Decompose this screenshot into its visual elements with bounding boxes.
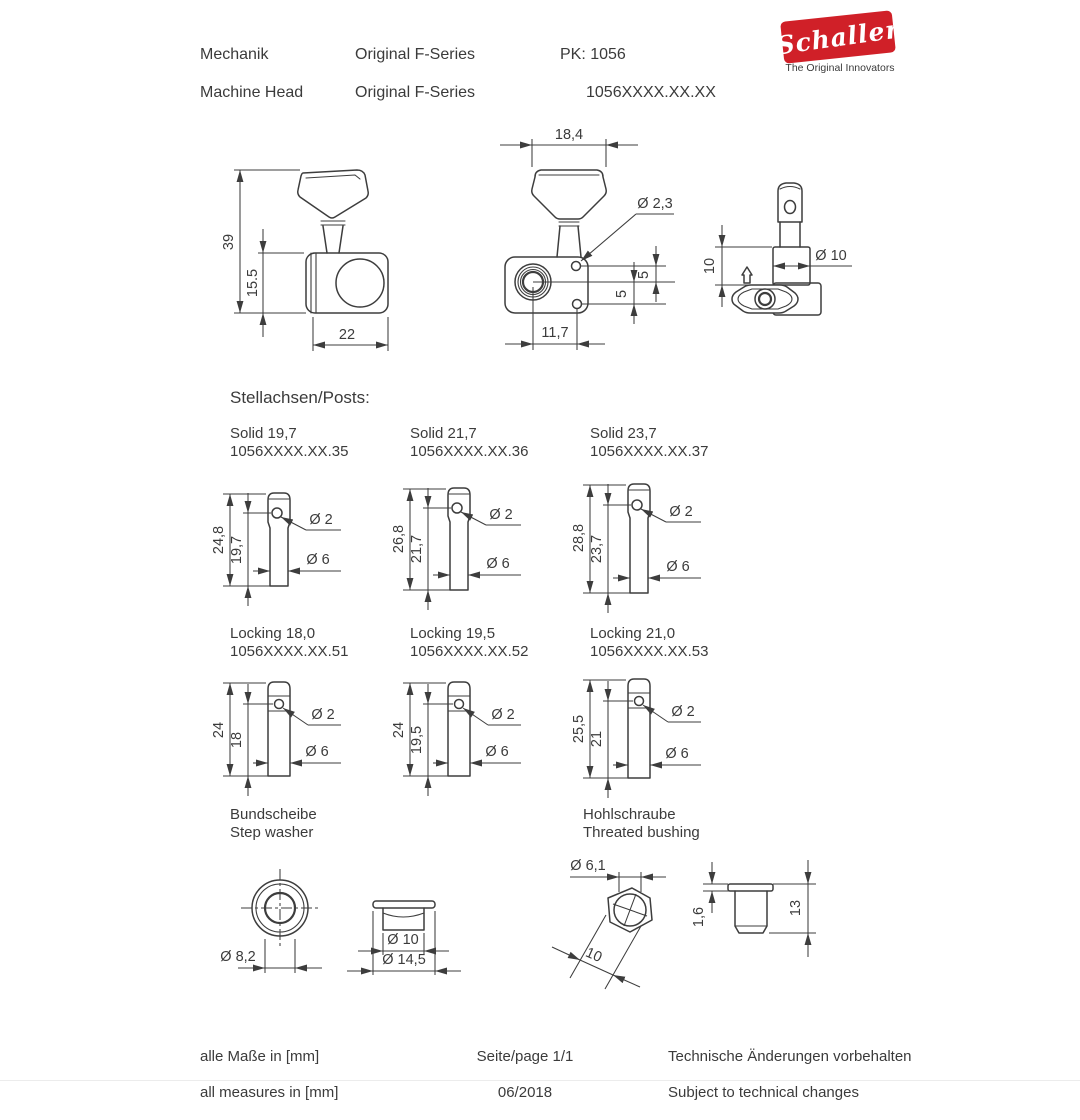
dim-label: 21,7 (409, 534, 425, 564)
logo-brand-text: Schaller (774, 14, 902, 60)
dim-label: 21 (589, 730, 605, 748)
post-drawing-solid-3 (573, 478, 748, 623)
dim-label: 15.5 (245, 268, 261, 298)
dim-label: 24,8 (211, 525, 227, 555)
top-view-drawing (700, 165, 890, 340)
pk-number: PK: 1056 (560, 46, 626, 63)
dim-label: 39 (221, 233, 237, 251)
dim-label: 19,5 (409, 725, 425, 755)
washer-title (230, 806, 317, 842)
dim-label: 18,4 (554, 127, 584, 143)
dim-label: Ø 8,2 (220, 949, 256, 965)
button-front-outline (532, 170, 607, 219)
post-label-2 (590, 425, 708, 461)
footer-units (200, 1030, 338, 1120)
footer-notice-en: Subject to technical changes (668, 1084, 859, 1101)
post-code: 1056XXXX.XX.37 (590, 443, 709, 460)
bushing-title-de: Hohlschraube (583, 806, 676, 823)
posts-heading: Stellachsen/Posts: (230, 388, 370, 407)
post-code: 1056XXXX.XX.52 (410, 643, 529, 660)
dim-label: Ø 6 (485, 744, 509, 760)
dim-label: 24 (211, 721, 227, 739)
washer-title-de: Bundscheibe (230, 806, 317, 823)
washer-drawing (205, 853, 470, 993)
dim-label: Ø 6 (665, 746, 689, 762)
gear-housing-circle (336, 259, 384, 307)
post-drawing-locking-1 (213, 668, 388, 818)
header-part-number (560, 26, 716, 121)
series-line1: Original F-Series (355, 46, 476, 63)
dim-label: Ø 6 (486, 556, 510, 572)
dim-label: Ø 2 (491, 707, 515, 723)
dim-label: 1,6 (691, 906, 707, 928)
dim-label: Ø 2,3 (637, 196, 673, 212)
footer-notice (668, 1030, 912, 1120)
dim-label: 10 (583, 944, 605, 966)
footer-units-en: all measures in [mm] (200, 1084, 339, 1101)
dim-label: 5 (636, 270, 652, 280)
pk-pattern: 1056XXXX.XX.XX (586, 84, 716, 101)
post-name: Locking 18,0 (230, 625, 316, 642)
dim-label: Ø 2 (669, 504, 693, 520)
post-code: 1056XXXX.XX.51 (230, 643, 349, 660)
footer-page (420, 1030, 630, 1120)
post-name: Solid 21,7 (410, 425, 477, 442)
post-name: Solid 23,7 (590, 425, 657, 442)
washer-flange (373, 901, 435, 908)
post-name: Locking 21,0 (590, 625, 676, 642)
product-type-en: Machine Head (200, 84, 304, 101)
dim-label: 10 (702, 257, 718, 275)
dim-label: Ø 10 (815, 248, 847, 264)
post-drawing-locking-3 (573, 668, 748, 818)
dim-label: Ø 6 (666, 559, 690, 575)
dim-label: 22 (338, 327, 356, 343)
dim-label: Ø 6 (305, 744, 329, 760)
dim-label: 28,8 (571, 523, 587, 553)
post-label-0 (230, 425, 348, 461)
post-drawing-locking-2 (393, 668, 568, 818)
dim-label: 18 (229, 731, 245, 749)
dim-label: 5 (614, 289, 630, 299)
product-type-de: Mechanik (200, 46, 269, 63)
post-label-1 (410, 425, 528, 461)
footer-page-number: Seite/page 1/1 (476, 1048, 574, 1065)
header-product-type (200, 26, 303, 121)
housing-front-outline (505, 257, 588, 313)
dim-label: Ø 2 (489, 507, 513, 523)
dim-label: 23,7 (589, 534, 605, 564)
washer-title-en: Step washer (230, 824, 314, 841)
dim-label: 24 (391, 721, 407, 739)
footer-notice-de: Technische Änderungen vorbehalten (668, 1048, 912, 1065)
post-name: Solid 19,7 (230, 425, 297, 442)
post-code: 1056XXXX.XX.35 (230, 443, 349, 460)
dim-label: 19,7 (229, 535, 245, 565)
dim-label: Ø 2 (671, 704, 695, 720)
dim-label: Ø 6,1 (570, 858, 606, 874)
dim-label: Ø 14,5 (382, 952, 426, 968)
post-drawing-solid-2 (393, 478, 568, 623)
post-code: 1056XXXX.XX.53 (590, 643, 709, 660)
bushing-title-en: Threated bushing (583, 824, 700, 841)
post-drawing-solid-1 (213, 478, 388, 623)
schaller-logo (774, 10, 902, 63)
logo-tagline: The Original Innovators (785, 62, 895, 74)
post-string-hole (785, 201, 796, 214)
side-view-drawing (220, 125, 470, 370)
post-code: 1056XXXX.XX.36 (410, 443, 529, 460)
post-name: Locking 19,5 (410, 625, 496, 642)
mount-screw (742, 267, 752, 283)
post-label-3 (230, 625, 348, 661)
dim-label: Ø 2 (311, 707, 335, 723)
bushing-drawing (540, 845, 840, 998)
screw-hole-top (572, 262, 581, 271)
dim-label: 25,5 (571, 714, 587, 744)
footer-date: 06/2018 (497, 1084, 553, 1101)
bushing-title (583, 806, 700, 842)
dim-label: Ø 2 (309, 512, 333, 528)
dim-label: 26,8 (391, 524, 407, 554)
dim-label: Ø 6 (306, 552, 330, 568)
dim-label: 13 (788, 899, 804, 917)
screw-hole-bottom (573, 300, 582, 309)
footer-units-de: alle Maße in [mm] (200, 1048, 320, 1065)
dim-label: 11,7 (541, 325, 569, 341)
bushing-flange (728, 884, 773, 891)
post-label-4 (410, 625, 528, 661)
dim-label: Ø 10 (387, 932, 419, 948)
series-line2: Original F-Series (355, 84, 476, 101)
front-view-drawing (460, 125, 715, 375)
header-series (355, 26, 475, 121)
post-label-5 (590, 625, 708, 661)
